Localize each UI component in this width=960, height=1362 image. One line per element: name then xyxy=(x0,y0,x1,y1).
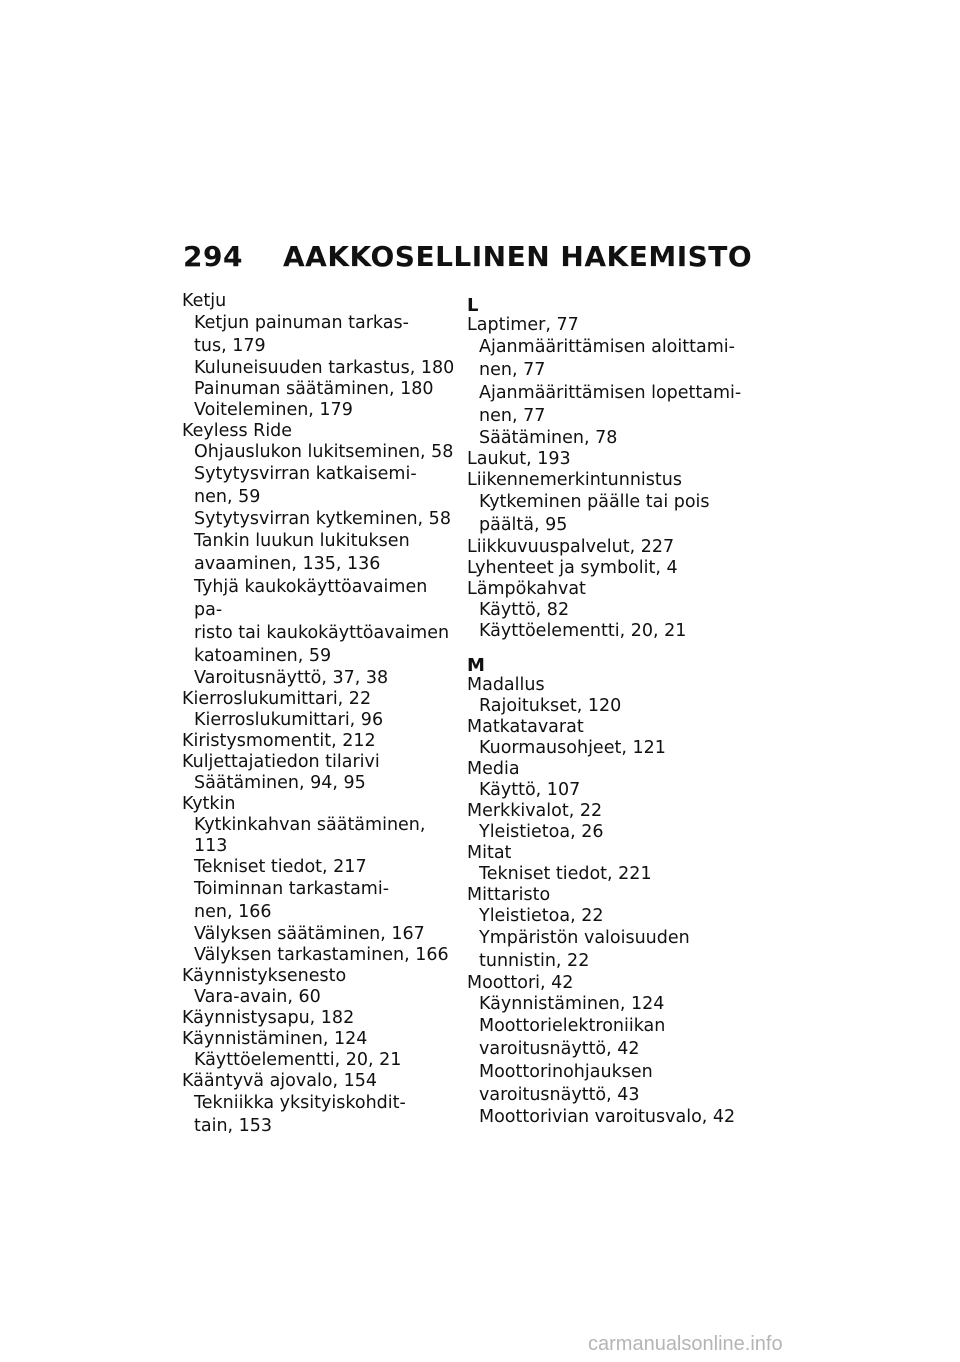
index-entry: Mittaristo xyxy=(467,885,551,905)
index-entry: Media xyxy=(467,759,520,779)
index-subentry-line: Yleistietoa, 22 xyxy=(479,906,604,926)
index-subentry-line: Moottorielektroniikan xyxy=(479,1016,666,1036)
index-subentry-line: tain, 153 xyxy=(194,1116,273,1136)
index-entry: Kääntyvä ajovalo, 154 xyxy=(182,1071,378,1091)
index-subentry xyxy=(467,696,742,717)
index-subentry xyxy=(467,491,742,537)
index-subentry-line: Rajoitukset, 120 xyxy=(479,696,622,716)
index-entry: Laptimer, 77 xyxy=(467,315,579,335)
index-entry: Käynnistyksenesto xyxy=(182,966,347,986)
index-entry: Käynnistysapu, 182 xyxy=(182,1008,355,1028)
index-entry: Käynnistäminen, 124 xyxy=(182,1029,368,1049)
index-entry: Matkatavarat xyxy=(467,717,584,737)
index-subentry-line: Moottorivian varoitusvalo, 42 xyxy=(479,1107,736,1127)
index-subentry xyxy=(467,428,742,449)
index-subentry-line: Ajanmäärittämisen lopettami- xyxy=(479,383,742,403)
index-subentry xyxy=(182,576,457,668)
index-letter-heading: M xyxy=(467,655,485,676)
index-subentry xyxy=(467,864,742,885)
index-subentry xyxy=(467,382,742,428)
index-subentry-line: Välyksen säätäminen, 167 xyxy=(194,924,425,944)
index-subentry xyxy=(182,815,457,857)
index-entry: Madallus xyxy=(467,675,545,695)
index-subentry-line: katoaminen, 59 xyxy=(194,646,332,666)
index-subentry xyxy=(467,927,742,973)
index-subentry-line: Tekniset tiedot, 217 xyxy=(194,857,367,877)
index-subentry-line: Välyksen tarkastaminen, 166 xyxy=(194,945,449,965)
index-subentry-line: Ketjun painuman tarkas- xyxy=(194,313,409,333)
index-subentry xyxy=(467,600,742,621)
index-subentry xyxy=(182,509,457,530)
index-subentry-line: varoitusnäyttö, 42 xyxy=(479,1039,640,1059)
index-subentry xyxy=(182,668,457,689)
index-subentry xyxy=(182,987,457,1008)
index-subentry-line: Käyttö, 82 xyxy=(479,600,570,620)
index-subentry-line: nen, 59 xyxy=(194,487,261,507)
index-subentry-line: avaaminen, 135, 136 xyxy=(194,554,381,574)
index-subentry-line: Moottorinohjauksen xyxy=(479,1062,653,1082)
index-subentry-line: Kytkinkahvan säätäminen, 113 xyxy=(194,815,426,856)
index-subentry-line: Voiteleminen, 179 xyxy=(194,400,353,420)
index-subentry-line: Painuman säätäminen, 180 xyxy=(194,379,434,399)
index-subentry-line: Kuluneisuuden tarkastus, 180 xyxy=(194,358,455,378)
index-subentry xyxy=(467,780,742,801)
index-subentry-line: nen, 77 xyxy=(479,360,546,380)
index-entry: Ketju xyxy=(182,291,227,311)
index-subentry xyxy=(467,1107,742,1128)
index-subentry-line: nen, 166 xyxy=(194,902,272,922)
index-subentry xyxy=(467,621,742,642)
index-subentry-line: varoitusnäyttö, 43 xyxy=(479,1085,640,1105)
index-subentry-line: Ympäristön valoisuuden xyxy=(479,928,690,948)
index-subentry-line: Kierroslukumittari, 96 xyxy=(194,710,384,730)
index-entry: Lämpökahvat xyxy=(467,579,586,599)
index-subentry-line: nen, 77 xyxy=(479,406,546,426)
index-subentry-line: Käyttöelementti, 20, 21 xyxy=(479,621,687,641)
index-subentry-line: Varoitusnäyttö, 37, 38 xyxy=(194,668,389,688)
index-letter-heading: L xyxy=(467,295,479,316)
index-subentry-line: Sytytysvirran kytkeminen, 58 xyxy=(194,509,451,529)
index-subentry-line: Ajanmäärittämisen aloittami- xyxy=(479,337,735,357)
index-subentry xyxy=(182,463,457,509)
index-subentry-line: Sytytysvirran katkaisemi- xyxy=(194,464,417,484)
index-subentry-line: Ohjauslukon lukitseminen, 58 xyxy=(194,442,454,462)
index-entry: Kuljettajatiedon tilarivi xyxy=(182,752,380,772)
index-subentry-line: Käynnistäminen, 124 xyxy=(479,994,665,1014)
index-subentry-line: Tankin luukun lukituksen xyxy=(194,531,410,551)
index-entry: Merkkivalot, 22 xyxy=(467,801,603,821)
index-entry: Liikkuvuuspalvelut, 227 xyxy=(467,537,675,557)
index-entry: Lyhenteet ja symbolit, 4 xyxy=(467,558,678,578)
page-title: AAKKOSELLINEN HAKEMISTO xyxy=(283,240,753,273)
index-subentry-line: Säätäminen, 94, 95 xyxy=(194,773,366,793)
watermark: carmanualsonline.info xyxy=(588,1333,783,1355)
index-subentry xyxy=(182,773,457,794)
index-subentry xyxy=(467,822,742,843)
index-entry: Moottori, 42 xyxy=(467,973,574,993)
index-entry: Kierroslukumittari, 22 xyxy=(182,689,372,709)
index-subentry-line: Käyttöelementti, 20, 21 xyxy=(194,1050,402,1070)
index-subentry-line: Käyttö, 107 xyxy=(479,780,581,800)
index-subentry-line: Säätäminen, 78 xyxy=(479,428,618,448)
index-entry: Mitat xyxy=(467,843,512,863)
index-entry: Laukut, 193 xyxy=(467,449,571,469)
index-subentry-line: tunnistin, 22 xyxy=(479,951,590,971)
index-subentry-line: Kuormausohjeet, 121 xyxy=(479,738,666,758)
index-subentry xyxy=(182,358,457,379)
index-subentry xyxy=(182,710,457,731)
index-subentry-line: Tekniikka yksityiskohdit- xyxy=(194,1093,406,1113)
index-subentry xyxy=(182,924,457,945)
index-subentry xyxy=(182,530,457,576)
index-subentry xyxy=(467,906,742,927)
index-subentry-line: Yleistietoa, 26 xyxy=(479,822,604,842)
index-subentry xyxy=(182,878,457,924)
index-subentry xyxy=(467,994,742,1015)
index-subentry xyxy=(182,1092,457,1138)
index-column-right xyxy=(467,296,742,1128)
index-subentry xyxy=(182,379,457,400)
page-number: 294 xyxy=(183,240,243,273)
index-subentry xyxy=(182,1050,457,1071)
index-subentry-line: risto tai kaukokäyttöavaimen xyxy=(194,623,450,643)
index-subentry xyxy=(182,312,457,358)
index-subentry xyxy=(467,336,742,382)
index-subentry xyxy=(467,738,742,759)
index-subentry-line: Toiminnan tarkastami- xyxy=(194,879,390,899)
index-subentry-line: Tekniset tiedot, 221 xyxy=(479,864,652,884)
index-entry: Kytkin xyxy=(182,794,236,814)
index-subentry xyxy=(182,442,457,463)
index-entry: Keyless Ride xyxy=(182,421,293,441)
index-subentry-line: Kytkeminen päälle tai pois xyxy=(479,492,710,512)
index-column-left xyxy=(182,291,457,1138)
index-subentry-line: päältä, 95 xyxy=(479,515,568,535)
index-subentry-line: Vara-avain, 60 xyxy=(194,987,321,1007)
index-subentry xyxy=(182,945,457,966)
page-header xyxy=(183,240,752,273)
index-subentry xyxy=(467,1015,742,1061)
index-entry: Kiristysmomentit, 212 xyxy=(182,731,376,751)
index-subentry-line: Tyhjä kaukokäyttöavaimen pa- xyxy=(194,577,428,620)
index-subentry xyxy=(182,400,457,421)
index-entry: Liikennemerkintunnistus xyxy=(467,470,682,490)
index-subentry xyxy=(467,1061,742,1107)
index-subentry xyxy=(182,857,457,878)
index-subentry-line: tus, 179 xyxy=(194,336,266,356)
